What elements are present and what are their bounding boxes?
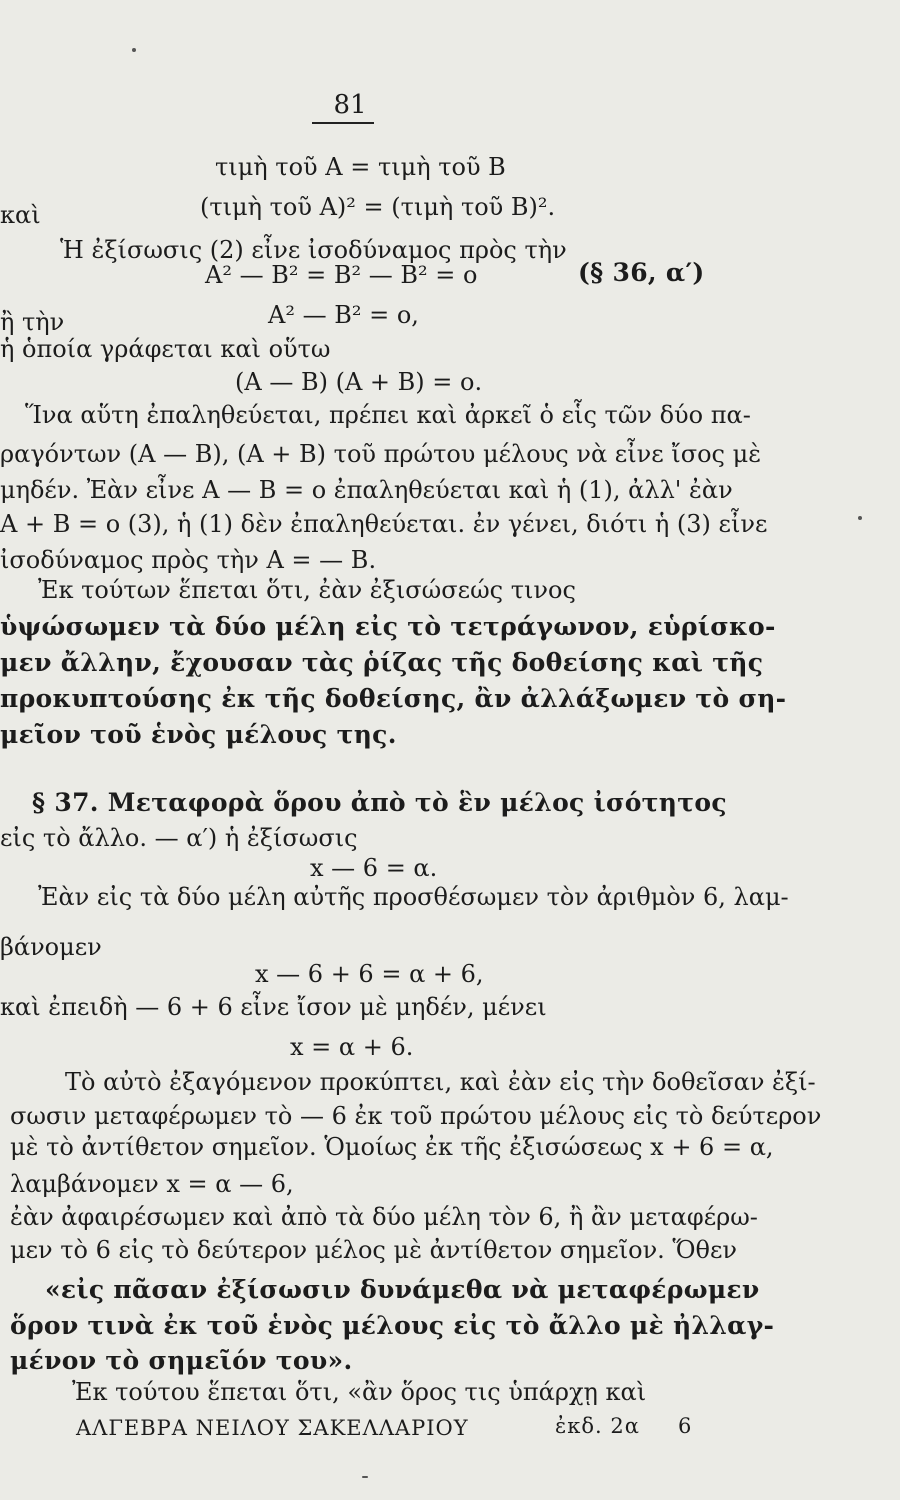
text-line: ραγόντων (Α — Β), (Α + Β) τοῦ πρώτου μέλους νὰ εἶνε ἴσος μὲ xyxy=(0,440,762,468)
footer-book-title: ΑΛΓΕΒΡΑ ΝΕΙΛΟΥ ΣΑΚΕΛΛΑΡΙΟΥ xyxy=(76,1416,469,1440)
text-line: καὶ ἐπειδὴ — 6 + 6 εἶνε ἴσον μὲ μηδέν, μένει xyxy=(0,993,547,1021)
ink-speck xyxy=(858,516,862,520)
text-line: μηδέν. Ἐὰν εἶνε Α — Β = ο ἐπαληθεύεται καὶ ἡ (1), ἀλλ' ἐὰν xyxy=(0,476,733,504)
ink-speck xyxy=(132,48,136,52)
text-line: ἡ ὁποία γράφεται καὶ οὕτω xyxy=(0,335,331,363)
page-number-rule xyxy=(312,122,374,124)
section-heading-continued: εἰς τὸ ἄλλο. — α′) ἡ ἐξίσωσις xyxy=(0,824,358,852)
text-line: τιμὴ τοῦ Α = τιμὴ τοῦ Β xyxy=(215,153,506,181)
bold-rule-text: προκυπτούσης ἐκ τῆς δοθείσης, ἂν ἀλλάξωμεν τὸ ση- xyxy=(0,684,787,713)
text-line: Ἐκ τούτων ἕπεται ὅτι, ἐὰν ἐξισώσεώς τινος xyxy=(38,576,576,604)
text-line: ἢ τὴν xyxy=(0,308,65,336)
equation: x — 6 + 6 = α + 6, xyxy=(255,960,484,988)
text-line: Ἐκ τούτου ἕπεται ὅτι, «ἂν ὅρος τις ὑπάρχῃ καὶ xyxy=(72,1378,647,1406)
bold-rule-text: ὅρον τινὰ ἐκ τοῦ ἑνὸς μέλους εἰς τὸ ἄλλο μὲ ἠλλαγ- xyxy=(10,1311,775,1340)
text-line: Τὸ αὐτὸ ἐξαγόμενον προκύπτει, καὶ ἐὰν εἰς τὴν δοθεῖσαν ἐξί- xyxy=(65,1068,816,1096)
text-line: (τιμὴ τοῦ Α)² = (τιμὴ τοῦ Β)². xyxy=(200,193,556,221)
ink-speck xyxy=(362,1476,368,1478)
section-reference: (§ 36, α′) xyxy=(578,258,705,287)
text-line: μεν τὸ 6 εἰς τὸ δεύτερον μέλος μὲ ἀντίθετον σημεῖον. Ὅθεν xyxy=(10,1236,738,1264)
text-line: Ἵνα αὕτη ἐπαληθεύεται, πρέπει καὶ ἀρκεῖ ὁ εἷς τῶν δύο πα- xyxy=(25,401,751,429)
bold-rule-text: μένον τὸ σημεῖόν του». xyxy=(10,1346,353,1375)
text-line: βάνομεν xyxy=(0,933,102,961)
text-line: ἐὰν ἀφαιρέσωμεν καὶ ἀπὸ τὰ δύο μέλη τὸν 6, ἢ ἂν μεταφέρω- xyxy=(10,1203,758,1231)
equation: (Α — Β) (Α + Β) = ο. xyxy=(235,368,483,396)
bold-rule-text: μεν ἄλλην, ἔχουσαν τὰς ῥίζας τῆς δοθείσης καὶ τῆς xyxy=(0,648,764,677)
bold-rule-text: μεῖον τοῦ ἑνὸς μέλους της. xyxy=(0,720,397,749)
footer-edition: ἐκδ. 2α xyxy=(555,1414,640,1438)
equation: x — 6 = α. xyxy=(310,854,438,882)
text-line: καὶ xyxy=(0,201,41,229)
text-line: Α + Β = ο (3), ἡ (1) δὲν ἐπαληθεύεται. ἐν γένει, διότι ἡ (3) εἶνε xyxy=(0,510,768,538)
bold-rule-text: «εἰς πᾶσαν ἐξίσωσιν δυνάμεθα νὰ μεταφέρωμεν xyxy=(45,1275,760,1304)
text-line: λαμβάνομεν x = α — 6, xyxy=(10,1170,294,1198)
text-line: σωσιν μεταφέρωμεν τὸ — 6 ἐκ τοῦ πρώτου μέλους εἰς τὸ δεύτερον xyxy=(10,1102,822,1130)
equation: x = α + 6. xyxy=(290,1033,414,1061)
equation: Α² — Β² = Β² — Β² = ο xyxy=(205,261,478,289)
bold-rule-text: ὑψώσωμεν τὰ δύο μέλη εἰς τὸ τετράγωνον, εὑρίσκο- xyxy=(0,612,776,641)
section-heading: § 37. Μεταφορὰ ὅρου ἀπὸ τὸ ἓν μέλος ἰσότητος xyxy=(32,788,727,817)
text-line: ἰσοδύναμος πρὸς τὴν Α = — Β. xyxy=(0,546,377,574)
footer-sheet-number: 6 xyxy=(678,1414,693,1438)
page-number: 81 xyxy=(333,90,367,120)
equation: Α² — Β² = ο, xyxy=(268,301,419,329)
text-line: μὲ τὸ ἀντίθετον σημεῖον. Ὁμοίως ἐκ τῆς ἐξισώσεως x + 6 = α, xyxy=(10,1133,774,1161)
text-line: Ἡ ἐξίσωσις (2) εἶνε ἰσοδύναμος πρὸς τὴν xyxy=(60,236,567,264)
text-line: Ἐὰν εἰς τὰ δύο μέλη αὐτῆς προσθέσωμεν τὸν ἀριθμὸν 6, λαμ- xyxy=(38,883,789,911)
